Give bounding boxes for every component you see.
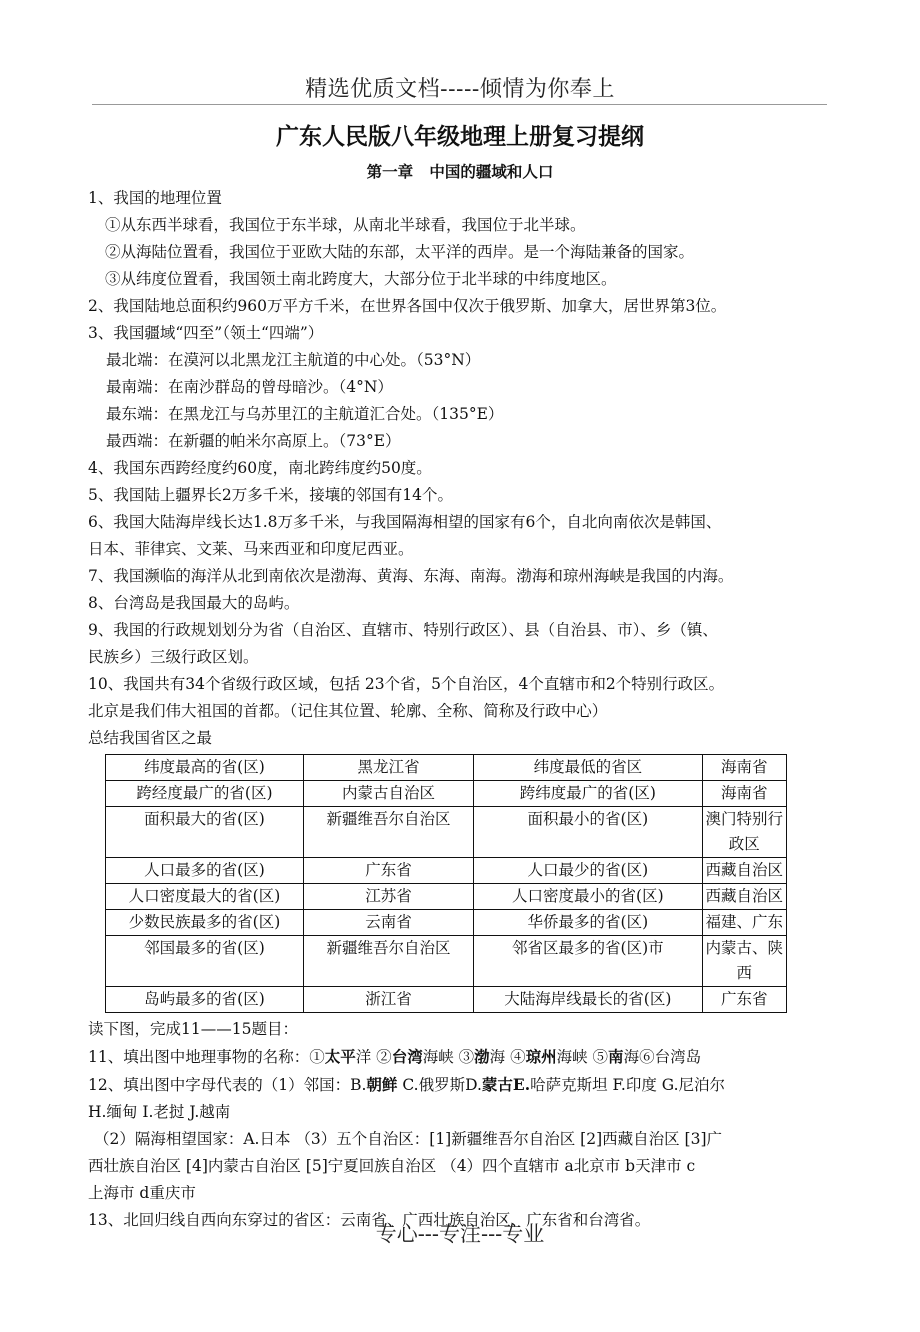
q12-text: 12、填出图中字母代表的（1）邻国：B. <box>88 1076 367 1094</box>
table-cell: 西藏自治区 <box>702 858 786 884</box>
table-cell: 澳门特别行政区 <box>702 807 786 858</box>
section-6-line: 日本、菲律宾、文莱、马来西亚和印度尼西亚。 <box>88 540 414 558</box>
section-6-line: 6、我国大陆海岸线长达1.8万多千米，与我国隔海相望的国家有6个，自北向南依次是韩国、 <box>88 513 722 531</box>
question-12-line: （2）隔海相望国家：A.日本 （3）五个自治区：[1]新疆维吾尔自治区 [2]西藏自治区 [3]广 <box>94 1130 722 1148</box>
section-1-item: ③从纬度位置看，我国领土南北跨度大，大部分位于北半球的中纬度地区。 <box>105 270 617 288</box>
table-cell: 西藏自治区 <box>702 884 786 910</box>
table-cell: 浙江省 <box>303 987 473 1013</box>
section-4: 4、我国东西跨经度约60度，南北跨纬度约50度。 <box>88 459 432 477</box>
question-13: 13、北回归线自西向东穿过的省区：云南省、广西壮族自治区、广东省和台湾省。 <box>88 1211 651 1229</box>
section-7: 7、我国濒临的海洋从北到南依次是渤海、黄海、东海、南海。渤海和琼州海峡是我国的内海。 <box>88 567 734 585</box>
table-row <box>106 755 787 781</box>
q12-answer: E. <box>512 1075 531 1094</box>
q11-answer: 琼州 <box>525 1047 557 1066</box>
q11-text: 11、填出图中地理事物的名称：① <box>88 1048 325 1066</box>
section-2: 2、我国陆地总面积约960万平方千米，在世界各国中仅次于俄罗斯、加拿大，居世界第3位。 <box>88 297 727 315</box>
section-10-line: 10、我国共有34个省级行政区域，包括 23个省，5个自治区，4个直辖市和2个特别行政区。 <box>88 675 725 693</box>
table-row <box>106 807 787 858</box>
table-cell: 纬度最高的省(区) <box>106 755 304 781</box>
table-cell: 人口密度最小的省(区) <box>474 884 703 910</box>
section-5: 5、我国陆上疆界长2万多千米，接壤的邻国有14个。 <box>88 486 453 504</box>
table-cell: 新疆维吾尔自治区 <box>303 807 473 858</box>
section-8: 8、台湾岛是我国最大的岛屿。 <box>88 594 300 612</box>
section-9-line: 民族乡）三级行政区划。 <box>88 648 259 666</box>
table-cell: 新疆维吾尔自治区 <box>303 936 473 987</box>
question-12-line: 西壮族自治区 [4]内蒙古自治区 [5]宁夏回族自治区 （4）四个直辖市 a北京市 b天津市 c <box>88 1157 696 1175</box>
table-cell: 海南省 <box>702 755 786 781</box>
table-cell: 海南省 <box>702 781 786 807</box>
question-12-line <box>88 1071 832 1099</box>
question-12-line: 上海市 d重庆市 <box>88 1184 196 1202</box>
q11-text: 海 ④ <box>489 1048 526 1066</box>
table-cell: 跨经度最广的省(区) <box>106 781 304 807</box>
table-cell: 内蒙古自治区 <box>303 781 473 807</box>
q11-answer: 南 <box>608 1047 624 1066</box>
table-row <box>106 781 787 807</box>
document-title: 广东人民版八年级地理上册复习提纲 <box>276 124 644 150</box>
table-cell: 福建、广东 <box>702 910 786 936</box>
table-row <box>106 858 787 884</box>
table-cell: 华侨最多的省(区) <box>474 910 703 936</box>
q12-text: C.俄罗斯D. <box>397 1076 482 1094</box>
page-header-text: 精选优质文档-----倾情为你奉上 <box>305 77 615 102</box>
table-row <box>106 884 787 910</box>
q11-text: 海⑥台湾岛 <box>623 1048 702 1066</box>
section-3-item: 最东端：在黑龙江与乌苏里江的主航道汇合处。（135°E） <box>106 405 504 423</box>
q12-answer: 蒙古 <box>481 1075 513 1094</box>
q11-text: 海峡 ⑤ <box>556 1048 609 1066</box>
section-3-item: 最北端：在漠河以北黑龙江主航道的中心处。（53°N） <box>106 351 481 369</box>
q11-text: 海峡 ③ <box>422 1048 475 1066</box>
table-cell: 内蒙古、陕西 <box>702 936 786 987</box>
table-cell: 人口密度最大的省(区) <box>106 884 304 910</box>
header-divider <box>92 104 827 105</box>
province-superlatives-table <box>105 754 787 1013</box>
section-10-line: 北京是我们伟大祖国的首都。（记住其位置、轮廓、全称、简称及行政中心） <box>88 702 608 720</box>
table-cell: 邻省区最多的省(区)市 <box>474 936 703 987</box>
table-row <box>106 910 787 936</box>
page-footer-text: 专心---专注---专业 <box>375 1222 545 1246</box>
table-cell: 岛屿最多的省(区) <box>106 987 304 1013</box>
question-11 <box>88 1043 832 1071</box>
section-1-item: ①从东西半球看，我国位于东半球，从南北半球看，我国位于北半球。 <box>105 216 586 234</box>
section-3-heading: 3、我国疆域“四至”（领土“四端”） <box>88 324 324 342</box>
table-cell: 面积最小的省(区) <box>474 807 703 858</box>
table-cell: 少数民族最多的省(区) <box>106 910 304 936</box>
table-cell: 人口最少的省(区) <box>474 858 703 884</box>
summary-heading: 总结我国省区之最 <box>88 729 213 747</box>
q12-text: 哈萨克斯坦 F.印度 G.尼泊尔 <box>530 1076 726 1094</box>
table-cell: 广东省 <box>303 858 473 884</box>
table-cell: 面积最大的省(区) <box>106 807 304 858</box>
section-1-item: ②从海陆位置看，我国位于亚欧大陆的东部，太平洋的西岸。是一个海陆兼备的国家。 <box>105 243 695 261</box>
table-cell: 邻国最多的省(区) <box>106 936 304 987</box>
question-12-line: H.缅甸 I.老挝 J.越南 <box>88 1103 231 1121</box>
questions-intro: 读下图，完成11——15题目： <box>88 1020 298 1038</box>
chapter-title: 第一章 中国的疆域和人口 <box>366 163 554 181</box>
q11-answer: 太平 <box>324 1047 356 1066</box>
table-cell: 广东省 <box>702 987 786 1013</box>
section-1-heading: 1、我国的地理位置 <box>88 189 222 207</box>
table-cell: 跨纬度最广的省(区) <box>474 781 703 807</box>
document-body <box>88 185 832 1234</box>
q11-text: 洋 ② <box>355 1048 392 1066</box>
table-row <box>106 936 787 987</box>
table-cell: 黑龙江省 <box>303 755 473 781</box>
table-cell: 纬度最低的省区 <box>474 755 703 781</box>
table-cell: 江苏省 <box>303 884 473 910</box>
section-3-item: 最西端：在新疆的帕米尔高原上。（73°E） <box>106 432 401 450</box>
table-cell: 云南省 <box>303 910 473 936</box>
table-row <box>106 987 787 1013</box>
q12-answer: 朝鲜 <box>366 1075 398 1094</box>
q11-answer: 台湾 <box>391 1047 423 1066</box>
section-3-item: 最南端：在南沙群岛的曾母暗沙。（4°N） <box>106 378 393 396</box>
q11-answer: 渤 <box>474 1047 490 1066</box>
table-cell: 大陆海岸线最长的省(区) <box>474 987 703 1013</box>
table-cell: 人口最多的省(区) <box>106 858 304 884</box>
section-9-line: 9、我国的行政规划划分为省（自治区、直辖市、特别行政区）、县（自治县、市）、乡（镇、 <box>88 621 718 639</box>
